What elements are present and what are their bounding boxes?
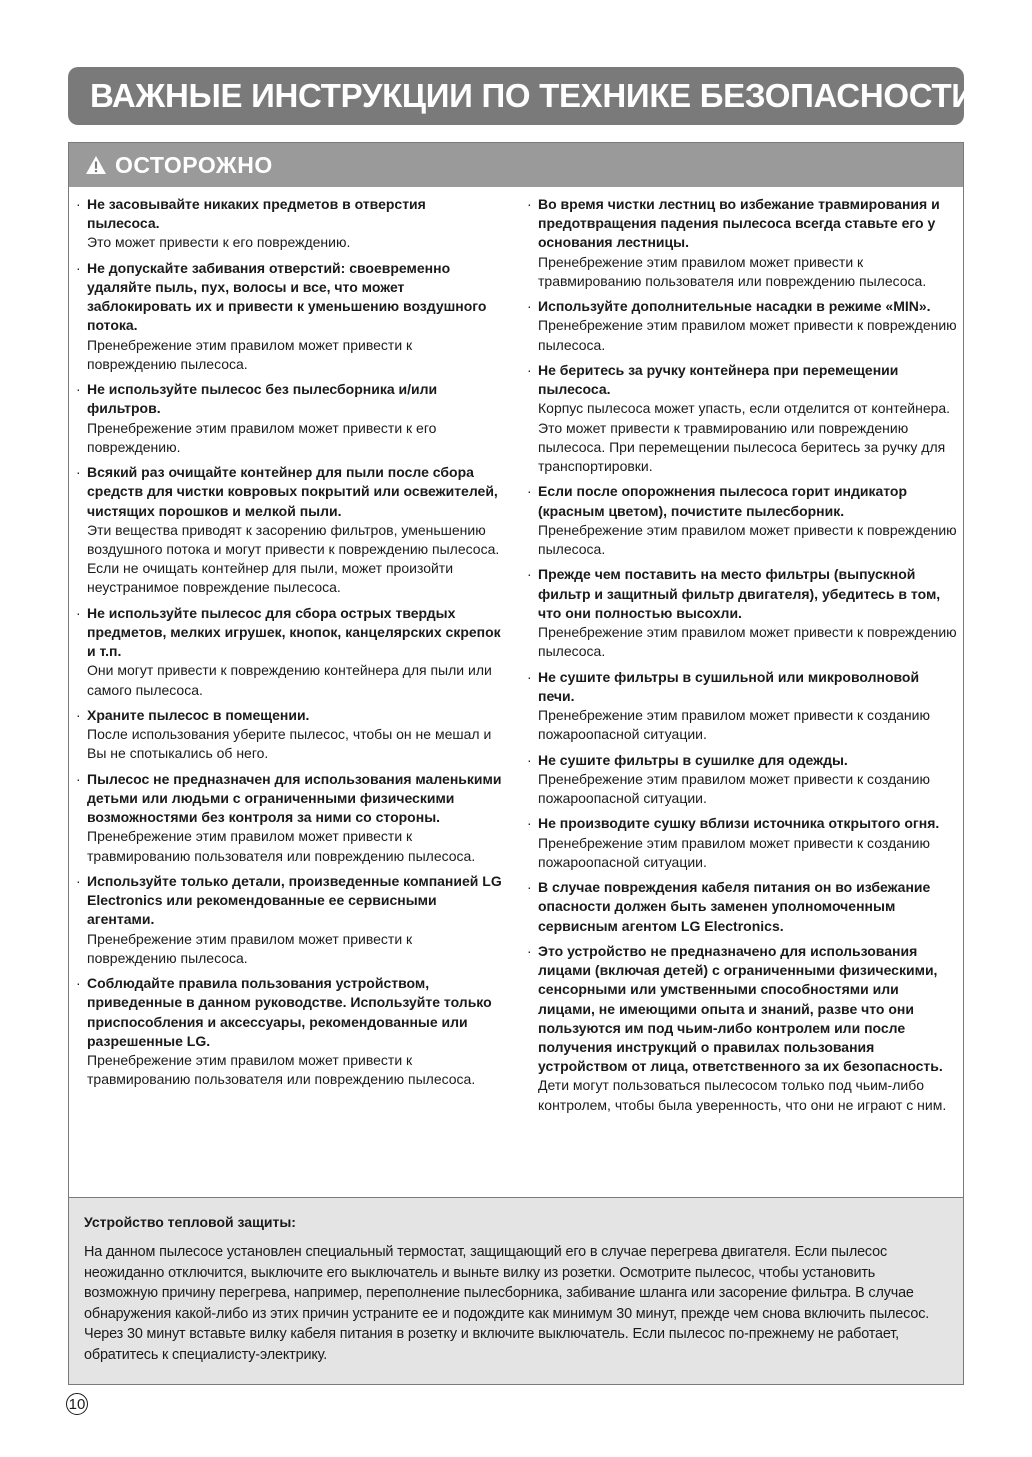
item-heading: Пылесос не предназначен для использования маленькими детьми или людьми с ограниченными физическими возможностями без контроля за ними со стороны.: [87, 770, 502, 826]
item-heading: Если после опорожнения пылесоса горит индикатор (красным цветом), почистите пылесборник.: [538, 483, 908, 519]
item-heading: Не сушите фильтры в сушилке для одежды.: [538, 751, 848, 768]
item-heading: Не используйте пылесос для сбора острых твердых предметов, мелких игрушек, кнопок, канцелярских скрепок и т.п.: [87, 604, 501, 660]
item-description: Пренебрежение этим правилом может привести к созданию пожароопасной ситуации.: [538, 707, 930, 743]
bullet: ·: [76, 707, 81, 724]
item-heading: Во время чистки лестниц во избежание травмирования и предотвращения падения пылесоса всегда ставьте его у основания лестницы.: [538, 196, 940, 251]
bullet: ·: [76, 770, 81, 787]
page-number: 10: [66, 1393, 88, 1415]
item-description: Пренебрежение этим правилом может привести к повреждению пылесоса.: [538, 521, 957, 558]
list-item: [76, 259, 502, 374]
bullet: ·: [527, 751, 532, 768]
item-description: Пренебрежение этим правилом может привести к повреждению пылесоса.: [87, 336, 413, 372]
page-title: ВАЖНЫЕ ИНСТРУКЦИИ ПО ТЕХНИКЕ БЕЗОПАСНОСТИ: [90, 77, 975, 114]
list-item: [76, 380, 502, 457]
item-description: Пренебрежение этим правилом может привести к травмированию пользователя или повреждению пылесоса.: [87, 828, 476, 864]
list-item: [76, 195, 502, 253]
item-heading: Не беритесь за ручку контейнера при перемещении пылесоса.: [538, 362, 899, 398]
list-item: [527, 195, 959, 291]
caution-header: [69, 143, 963, 187]
item-description: Дети могут пользоваться пылесосом только под чьим-либо контролем, чтобы была уверенность, что они не играют с ним.: [538, 1077, 947, 1113]
list-item: [527, 942, 959, 1115]
list-item: [76, 872, 502, 968]
caution-title: ОСТОРОЖНО: [115, 151, 273, 178]
bullet: ·: [76, 464, 81, 481]
list-item: [527, 361, 959, 476]
item-heading: Используйте только детали, произведенные компанией LG Electronics или рекомендованные ее сервисными агентами.: [87, 873, 502, 928]
item-description: Эти вещества приводят к засорению фильтров, уменьшению воздушного потока и могут привести к повреждению пылесоса. Если не очищать контейнер для пыли, может произойти неустранимое повреждение пылесоса.: [87, 521, 500, 596]
item-heading: В случае повреждения кабеля питания он во избежание опасности должен быть заменен уполномоченным сервисным агентом LG Electronics.: [538, 879, 931, 934]
list-item: [76, 706, 502, 764]
bullet: ·: [527, 566, 532, 583]
bullet: ·: [76, 381, 81, 398]
bullet: ·: [527, 943, 532, 959]
bullet: ·: [76, 873, 81, 890]
item-description: Корпус пылесоса может упасть, если отделится от контейнера. Это может привести к травмированию или повреждению пылесоса. При перемещении пылесоса беритесь за ручку для транспортировки.: [538, 400, 951, 475]
item-heading: Используйте дополнительные насадки в режиме «MIN».: [538, 298, 931, 315]
item-heading: Не производите сушку вблизи источника открытого огня.: [538, 815, 940, 832]
list-item: [527, 297, 959, 355]
bullet: ·: [76, 259, 81, 276]
list-item: [76, 463, 502, 597]
page-title-bar: [68, 67, 975, 125]
thermal-protection-title: Устройство тепловой защиты:: [84, 1214, 296, 1230]
list-item: [527, 565, 959, 661]
bullet: ·: [527, 815, 532, 832]
item-description: Пренебрежение этим правилом может привести к его повреждению.: [87, 419, 437, 455]
item-description: Пренебрежение этим правилом может привести к повреждению пылесоса.: [87, 930, 413, 966]
bullet: ·: [527, 362, 532, 378]
list-item: [76, 770, 502, 866]
item-description: Пренебрежение этим правилом может привести к повреждению пылесоса.: [538, 317, 957, 353]
bullet: ·: [76, 604, 81, 621]
bullet: ·: [76, 975, 81, 992]
list-item: [527, 482, 959, 559]
list-item: [527, 814, 959, 872]
item-heading: Всякий раз очищайте контейнер для пыли после сбора средств для чистки ковровых покрытий или освежителей, чистящих порошков и мелкой пыли.: [87, 464, 498, 519]
list-item: [76, 604, 502, 700]
item-description: Пренебрежение этим правилом может привести к созданию пожароопасной ситуации.: [538, 770, 930, 807]
item-heading: Это устройство не предназначено для использования лицами (включая детей) с ограниченными физическими, сенсорными или умственными способностями или лицами, не имеющими опыта и знаний, разве что они пользуются им под чьим-либо контролем или после получения инструкций о правилах пользования устройством от лица, ответственного за их безопасность.: [538, 943, 943, 1075]
item-heading: Не засовывайте никаких предметов в отверстия пылесоса.: [87, 196, 426, 232]
bullet: ·: [527, 879, 532, 896]
list-item: [527, 878, 959, 936]
list-item: [527, 668, 959, 745]
item-description: Они могут привести к повреждению контейнера для пыли или самого пылесоса.: [87, 662, 492, 698]
bullet: ·: [527, 483, 532, 500]
item-description: Пренебрежение этим правилом может привести к травмированию пользователя или повреждению пылесоса.: [538, 253, 927, 289]
item-description: Пренебрежение этим правилом может привести к повреждению пылесоса.: [538, 624, 957, 660]
item-heading: Не допускайте забивания отверстий: своевременно удаляйте пыль, пух, волосы и все, что может заблокировать их и привести к уменьшению воздушного потока.: [87, 259, 487, 334]
bullet: ·: [527, 196, 532, 212]
thermal-protection-text: На данном пылесосе установлен специальный термостат, защищающий его в случае перегрева двигателя. Если пылесос неожиданно отключится, выключите его выключатель и выньте вилку из розетки. Осмотрите пылесос, чтобы установить возможную причину перегрева, например, переполнение пылесборника, забивание шланга или засорение фильтра. В случае обнаружения какой-либо из этих причин устраните ее и подождите как минимум 30 минут, прежде чем снова включить пылесос. Через 30 минут вставьте вилку кабеля питания в розетку и включите выключатель. Если пылесос по-прежнему не работает, обратитесь к специалисту-электрику.: [84, 1244, 930, 1363]
item-description: Пренебрежение этим правилом может привести к травмированию пользователя или повреждению пылесоса.: [87, 1052, 476, 1088]
item-description: Пренебрежение этим правилом может привести к созданию пожароопасной ситуации.: [538, 834, 930, 870]
bullet: ·: [76, 196, 81, 212]
item-description: После использования уберите пылесос, чтобы он не мешал и Вы не спотыкались об него.: [87, 726, 492, 762]
item-heading: Не сушите фильтры в сушильной или микроволновой печи.: [538, 668, 920, 704]
list-item: [76, 974, 502, 1089]
bullet: ·: [527, 298, 532, 315]
item-heading: Не используйте пылесос без пылесборника и/или фильтров.: [87, 381, 438, 417]
bullet: ·: [527, 668, 532, 685]
left-column: [76, 195, 502, 1096]
list-item: [527, 751, 959, 809]
item-heading: Прежде чем поставить на место фильтры (выпускной фильтр и защитный фильтр двигателя), убедитесь в том, что они полностью высохли.: [538, 566, 941, 621]
item-description: Это может привести к его повреждению.: [87, 234, 351, 251]
item-heading: Храните пылесос в помещении.: [87, 707, 310, 724]
item-heading: Соблюдайте правила пользования устройством, приведенные в данном руководстве. Используйте только приспособления и аксессуары, рекомендованные или разрешенные LG.: [87, 975, 492, 1049]
right-column: [527, 195, 959, 1121]
warning-triangle-icon: [85, 155, 107, 175]
thermal-protection-box: [68, 1197, 964, 1385]
